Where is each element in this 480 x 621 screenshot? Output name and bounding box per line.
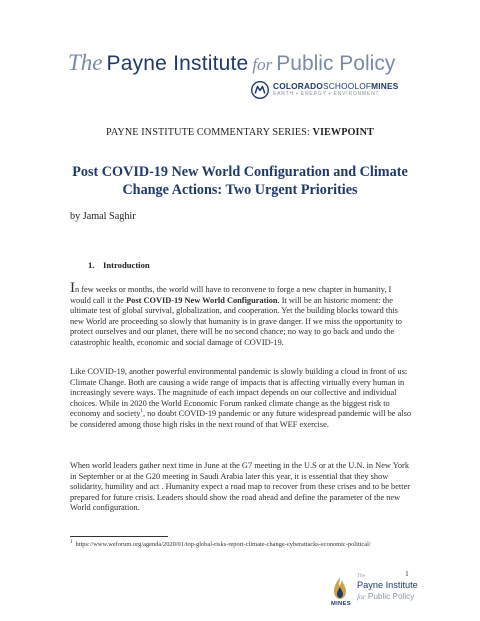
logo-the: The bbox=[68, 50, 103, 75]
series-prefix: PAYNE INSTITUTE COMMENTARY SERIES: bbox=[106, 127, 313, 138]
mines-tagline: EARTH ▪ ENERGY ▪ ENVIRONMENT bbox=[273, 91, 380, 97]
section-heading bbox=[88, 260, 150, 270]
footer-the: The bbox=[357, 573, 366, 579]
payne-institute-logo bbox=[68, 50, 395, 76]
mines-mark-icon bbox=[251, 81, 269, 99]
byline: by Jamal Saghir bbox=[70, 211, 136, 222]
footer-line1: Payne Institute bbox=[357, 580, 418, 590]
logo-for: for bbox=[252, 55, 273, 74]
series-label: VIEWPOINT bbox=[312, 127, 374, 138]
logo-name: Payne Institute bbox=[106, 52, 249, 75]
commentary-series-line bbox=[0, 127, 480, 138]
document-title: Post COVID-19 New World Configuration and Climate Change Actions: Two Urgent Priorities bbox=[72, 164, 408, 198]
footnote-mark: 1 bbox=[70, 539, 73, 545]
drop-cap: I bbox=[70, 280, 75, 296]
page-number: 1 bbox=[405, 569, 409, 578]
paragraph-2: Like COVID-19, another powerful environmental pandemic is slowly building a cloud in front of us: Climate Change. Both are causing a wide range of impacts that is affecting virtually every human in increasingly severe ways. The magnitude of each impact depends on our collective and individual choices. While in 2020 the World Economic Forum ranked climate change as the biggest risk to economy and society$^1$, no doubt COVID-19 pandemic or any future widespread pandemic will be also be considered among those high risks in the next round of that WEF exercise. bbox=[70, 367, 412, 429]
section-title: Introduction bbox=[103, 260, 150, 270]
footer-line2: for Public Policy bbox=[357, 592, 415, 601]
footnote bbox=[70, 541, 400, 549]
footnote-link[interactable]: https://www.weforum.org/agenda/2020/01/top-global-risks-report-climate-change-cyberattacks-economic-political/ bbox=[75, 541, 371, 548]
mines-wordmark: COLORADOSCHOOLOFMINES bbox=[273, 81, 399, 91]
highlight-term: Post COVID-19 New World Configuration bbox=[126, 295, 278, 305]
footnote-divider bbox=[70, 536, 168, 537]
footer-mines-label: MINES bbox=[331, 601, 351, 607]
mines-flame-icon bbox=[331, 576, 349, 602]
logo-public-policy: Public Policy bbox=[276, 52, 396, 75]
section-number: 1. bbox=[88, 260, 95, 270]
paragraph-3: When world leaders gather next time in June at the G7 meeting in the U.S or at the U.N. in New York in September or at the G20 meeting in Saudi Arabia later this year, it is essential that they show solidarity, humility and act . Humanity expect a road map to recover from these crises and to be better prepared for future crisis. Leaders should show the road ahead and define the parameter of the new World configuration. bbox=[70, 461, 411, 513]
footnote-ref[interactable]: 1 bbox=[140, 409, 143, 415]
paragraph-1: In few weeks or months, the world will have to reconvene to forge a new chapter in humanity, I would call it the Post COVID-19 New World Configuration. It will be an historic moment: the ultimate test of global survival, globalization, and cooperation. Yet the building blocks toward this new World are proceeding so slowly that humanity is in grave danger. If we miss the opportunity to protect ourselves and our planet, there will be no second chance; no way to go back and undo the catastrophic health, economic and social damage of COVID-19. bbox=[70, 280, 402, 347]
footer-logo bbox=[331, 573, 421, 609]
